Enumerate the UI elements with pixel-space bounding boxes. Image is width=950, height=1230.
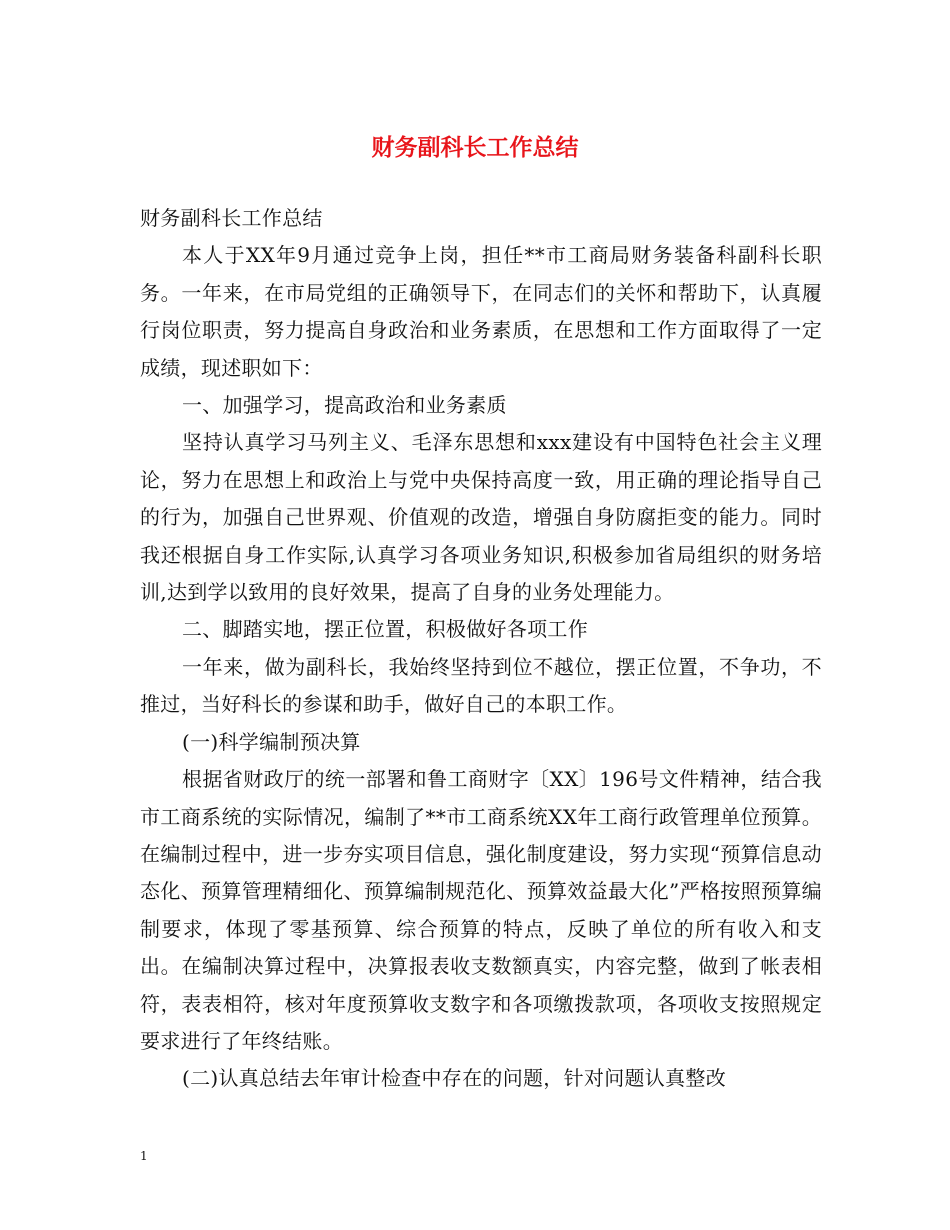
body-paragraph: 根据省财政厅的统一部署和鲁工商财字〔XX〕196号文件精神，结合我市工商系统的实际情况，编制了**市工商系统XX年工商行政管理单位预算。在编制过程中，进一步夯实项目信息，强化制度建设，努力实现“预算信息动态化、预算管理精细化、预算编制规范化、预算效益最大化”严格按照预算编制要求，体现了零基预算、综合预算的特点，反映了单位的所有收入和支出。在编制决算过程中，决算报表收支数额真实，内容完整，做到了帐表相符，表表相符，核对年度预算收支数字和各项缴拨款项，各项收支按照规定要求进行了年终结账。 <box>140 767 822 1053</box>
document-body <box>140 200 822 1098</box>
body-paragraph: 本人于XX年9月通过竞争上岗，担任**市工商局财务装备科副科长职务。一年来，在市局党组的正确领导下，在同志们的关怀和帮助下，认真履行岗位职责，努力提高自身政治和业务素质，在思想和工作方面取得了一定成绩，现述职如下： <box>140 243 822 380</box>
subsection-heading: (一)科学编制预决算 <box>182 729 361 754</box>
section-heading: 一、加强学习，提高政治和业务素质 <box>182 393 507 418</box>
body-paragraph: 财务副科长工作总结 <box>140 206 323 230</box>
section-heading: 二、脚踏实地，摆正位置，积极做好各项工作 <box>182 617 588 642</box>
document-title: 财务副科长工作总结 <box>371 135 579 161</box>
body-paragraph: 一年来，做为副科长，我始终坚持到位不越位，摆正位置，不争功，不推过，当好科长的参谋和助手，做好自己的本职工作。 <box>140 654 822 717</box>
page-number: 1 <box>140 1149 148 1163</box>
subsection-heading: (二)认真总结去年审计检查中存在的问题，针对问题认真整改 <box>182 1066 727 1091</box>
body-paragraph: 坚持认真学习马列主义、毛泽东思想和xxx建设有中国特色社会主义理论，努力在思想上和政治上与党中央保持高度一致，用正确的理论指导自己的行为，加强自己世界观、价值观的改造，增强自身防腐拒变的能力。同时我还根据自身工作实际,认真学习各项业务知识,积极参加省局组织的财务培训,达到学以致用的良好效果，提高了自身的业务处理能力。 <box>140 430 822 605</box>
